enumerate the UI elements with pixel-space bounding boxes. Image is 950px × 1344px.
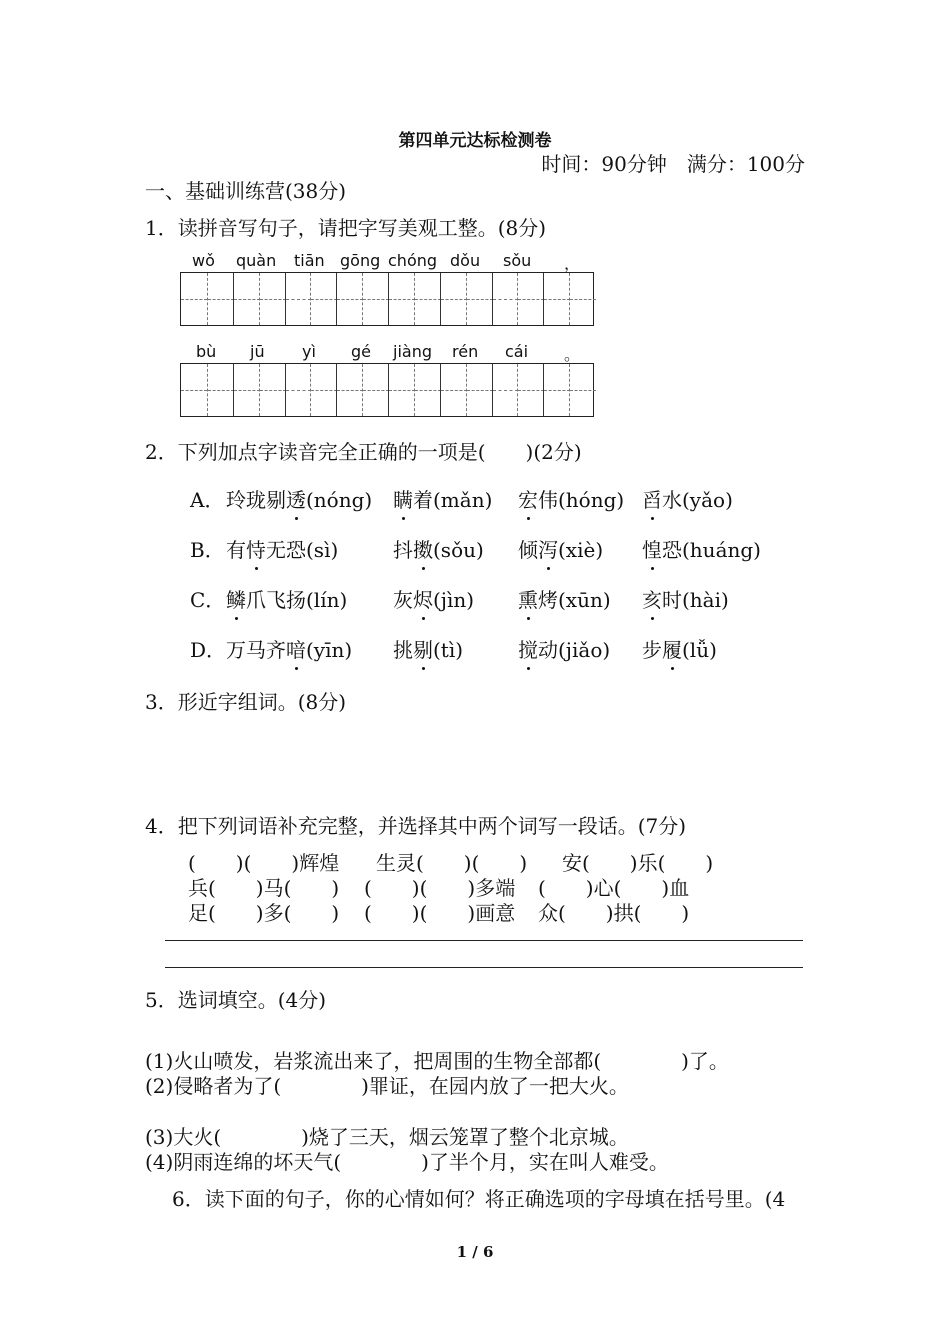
pinyin: jū — [250, 342, 265, 361]
grid-cell[interactable] — [233, 273, 260, 325]
pinyin: ， — [564, 254, 581, 273]
grid-guide — [518, 390, 544, 391]
dotted-char: 宏 — [518, 488, 538, 512]
grid-cell[interactable] — [492, 364, 519, 416]
grid-guide — [181, 299, 207, 300]
pinyin: sǒu — [503, 251, 532, 270]
idiom-blank[interactable]: 兵( )马( ) — [188, 876, 340, 900]
grid-guide — [441, 299, 467, 300]
grid-cell[interactable] — [259, 364, 286, 416]
grid-guide — [286, 299, 312, 300]
grid-guide — [208, 390, 234, 391]
grid-cell[interactable] — [207, 364, 234, 416]
grid-cell[interactable] — [569, 273, 596, 325]
idiom-blank[interactable]: ( )( )多端 — [364, 876, 516, 900]
word-reading: (jìn) — [433, 588, 475, 612]
exam-meta: 时间：90分钟 满分：100分 — [541, 152, 805, 176]
word-text: 有 — [226, 538, 246, 562]
option-label[interactable]: B． — [190, 538, 225, 562]
pinyin: cái — [505, 342, 529, 361]
word-text: 灰 — [393, 588, 413, 612]
word-reading: 动(jiǎo) — [538, 638, 611, 662]
grid-guide — [415, 299, 441, 300]
dotted-char: 喑 — [286, 638, 306, 662]
word-reading: 烤(xūn) — [538, 588, 611, 612]
word-reading: 恐(huáng) — [662, 538, 761, 562]
grid-cell[interactable] — [336, 364, 363, 416]
grid-cell[interactable] — [310, 364, 337, 416]
option-word — [226, 584, 347, 613]
grid-cell[interactable] — [466, 273, 493, 325]
dotted-char: 恃 — [246, 538, 266, 562]
grid-cell[interactable] — [181, 273, 207, 325]
option-word — [393, 484, 492, 513]
option-word — [642, 484, 733, 513]
word-reading: (yīn) — [306, 638, 353, 662]
grid-cell[interactable] — [440, 364, 467, 416]
dotted-char: 烬 — [413, 588, 433, 612]
grid-guide — [467, 390, 493, 391]
answer-line[interactable] — [165, 967, 803, 968]
grid-guide — [337, 390, 363, 391]
option-label[interactable]: C． — [190, 588, 226, 612]
grid-guide — [311, 299, 337, 300]
grid-guide — [311, 390, 337, 391]
grid-cell[interactable] — [362, 364, 389, 416]
option-word — [642, 584, 729, 613]
idiom-blank[interactable]: ( )( )辉煌 — [188, 851, 340, 875]
pinyin: 。 — [564, 345, 581, 364]
pinyin: wǒ — [192, 251, 215, 270]
option-word — [518, 634, 610, 663]
grid-guide — [493, 299, 519, 300]
pinyin: gé — [351, 342, 371, 361]
word-reading: 爪飞扬(lín) — [246, 588, 348, 612]
grid-guide — [234, 299, 260, 300]
word-text: 玲珑剔 — [226, 488, 286, 512]
grid-cell[interactable] — [414, 364, 441, 416]
grid-guide — [570, 390, 596, 391]
page-number: 1 / 6 — [456, 1243, 494, 1261]
grid-guide — [234, 390, 260, 391]
answer-line[interactable] — [165, 940, 803, 941]
grid-cell[interactable] — [517, 364, 544, 416]
pinyin: chóng — [388, 251, 438, 270]
grid-cell[interactable] — [207, 273, 234, 325]
grid-guide — [415, 390, 441, 391]
question-3: 3．形近字组词。(8分) — [145, 690, 347, 714]
pinyin: bù — [196, 342, 217, 361]
dotted-char: 擞 — [413, 538, 433, 562]
idiom-blank[interactable]: ( )( )画意 — [364, 901, 516, 925]
idiom-blank[interactable]: 众( )拱( ) — [538, 901, 690, 925]
grid-guide — [570, 299, 596, 300]
page-title: 第四单元达标检测卷 — [398, 131, 552, 151]
word-text: 抖 — [393, 538, 413, 562]
grid-cell[interactable] — [543, 364, 570, 416]
dotted-char: 熏 — [518, 588, 538, 612]
option-word — [518, 484, 624, 513]
option-word — [226, 534, 338, 563]
writing-grid-1[interactable] — [180, 272, 594, 326]
word-reading: (xiè) — [558, 538, 604, 562]
word-text: 挑 — [393, 638, 413, 662]
dotted-char: 惶 — [642, 538, 662, 562]
option-word — [226, 484, 372, 513]
fill-sentence-2[interactable]: (2)侵略者为了( )罪证，在园内放了一把大火。 — [145, 1074, 629, 1098]
dotted-char: 透 — [286, 488, 306, 512]
question-2: 2．下列加点字读音完全正确的一项是( )(2分) — [145, 440, 582, 464]
option-word — [518, 534, 603, 563]
grid-cell[interactable] — [310, 273, 337, 325]
grid-cell[interactable] — [440, 273, 467, 325]
option-word — [642, 534, 761, 563]
grid-guide — [389, 390, 415, 391]
pinyin: dǒu — [450, 251, 481, 270]
option-word — [393, 584, 474, 613]
option-word — [393, 534, 484, 563]
grid-guide — [544, 390, 570, 391]
dotted-char: 泻 — [538, 538, 558, 562]
grid-cell[interactable] — [414, 273, 441, 325]
dotted-char: 亥 — [642, 588, 662, 612]
word-reading: 无恐(sì) — [266, 538, 339, 562]
grid-guide — [260, 299, 286, 300]
grid-guide — [544, 299, 570, 300]
word-reading: 时(hài) — [662, 588, 729, 612]
grid-guide — [363, 299, 389, 300]
dotted-char: 搅 — [518, 638, 538, 662]
writing-grid-2[interactable] — [180, 363, 594, 417]
question-6: 6．读下面的句子，你的心情如何？将正确选项的字母填在括号里。(4 — [172, 1187, 786, 1211]
idiom-blank[interactable]: 生灵( )( ) — [376, 851, 528, 875]
fill-sentence-3[interactable]: (3)大火( )烧了三天，烟云笼罩了整个北京城。 — [145, 1125, 629, 1149]
grid-guide — [467, 299, 493, 300]
pinyin: gōng — [340, 251, 381, 270]
pinyin: rén — [452, 342, 479, 361]
grid-cell[interactable] — [362, 273, 389, 325]
grid-cell[interactable] — [388, 273, 415, 325]
grid-guide — [286, 390, 312, 391]
word-reading: 水(yǎo) — [662, 488, 733, 512]
idiom-blank[interactable]: 足( )多( ) — [188, 901, 340, 925]
word-text: 步 — [642, 638, 662, 662]
dotted-char: 履 — [662, 638, 682, 662]
dotted-char: 瞒 — [393, 488, 413, 512]
grid-guide — [493, 390, 519, 391]
grid-guide — [389, 299, 415, 300]
option-word — [518, 584, 611, 613]
word-reading: (sǒu) — [433, 538, 484, 562]
grid-cell[interactable] — [285, 364, 312, 416]
grid-guide — [441, 390, 467, 391]
grid-cell[interactable] — [233, 364, 260, 416]
option-word — [226, 634, 352, 663]
pinyin: jiàng — [393, 342, 432, 361]
question-1: 1．读拼音写句子，请把字写美观工整。(8分) — [145, 216, 547, 240]
grid-cell[interactable] — [492, 273, 519, 325]
grid-cell[interactable] — [285, 273, 312, 325]
pinyin: quàn — [236, 251, 277, 270]
option-label[interactable]: D． — [190, 638, 227, 662]
question-5: 5．选词填空。(4分) — [145, 988, 327, 1012]
grid-guide — [181, 390, 207, 391]
idiom-blank[interactable]: 安( )乐( ) — [562, 851, 714, 875]
option-word — [393, 634, 463, 663]
section-heading: 一、基础训练营(38分) — [145, 179, 347, 203]
grid-guide — [260, 390, 286, 391]
dotted-char: 鳞 — [226, 588, 246, 612]
fill-sentence-4[interactable]: (4)阴雨连绵的坏天气( )了半个月，实在叫人难受。 — [145, 1150, 669, 1174]
pinyin: tiān — [294, 251, 325, 270]
grid-cell[interactable] — [543, 273, 570, 325]
grid-cell[interactable] — [388, 364, 415, 416]
dotted-char: 剔 — [413, 638, 433, 662]
grid-cell[interactable] — [259, 273, 286, 325]
word-reading: 着(mǎn) — [413, 488, 493, 512]
grid-guide — [337, 299, 363, 300]
word-reading: (tì) — [433, 638, 464, 662]
word-reading: (lǚ) — [682, 638, 717, 662]
grid-cell[interactable] — [181, 364, 207, 416]
grid-cell[interactable] — [466, 364, 493, 416]
word-reading: 伟(hóng) — [538, 488, 625, 512]
option-label[interactable]: A． — [190, 488, 225, 512]
dotted-char: 舀 — [642, 488, 662, 512]
question-4: 4．把下列词语补充完整，并选择其中两个词写一段话。(7分) — [145, 814, 687, 838]
grid-cell[interactable] — [569, 364, 596, 416]
word-text: 万马齐 — [226, 638, 286, 662]
grid-cell[interactable] — [517, 273, 544, 325]
grid-guide — [518, 299, 544, 300]
fill-sentence-1[interactable]: (1)火山喷发，岩浆流出来了，把周围的生物全部都( )了。 — [145, 1049, 729, 1073]
word-text: 倾 — [518, 538, 538, 562]
grid-guide — [363, 390, 389, 391]
option-word — [642, 634, 717, 663]
grid-cell[interactable] — [336, 273, 363, 325]
grid-guide — [208, 299, 234, 300]
word-reading: (nóng) — [306, 488, 373, 512]
pinyin: yì — [302, 342, 316, 361]
idiom-blank[interactable]: ( )心( )血 — [538, 876, 690, 900]
